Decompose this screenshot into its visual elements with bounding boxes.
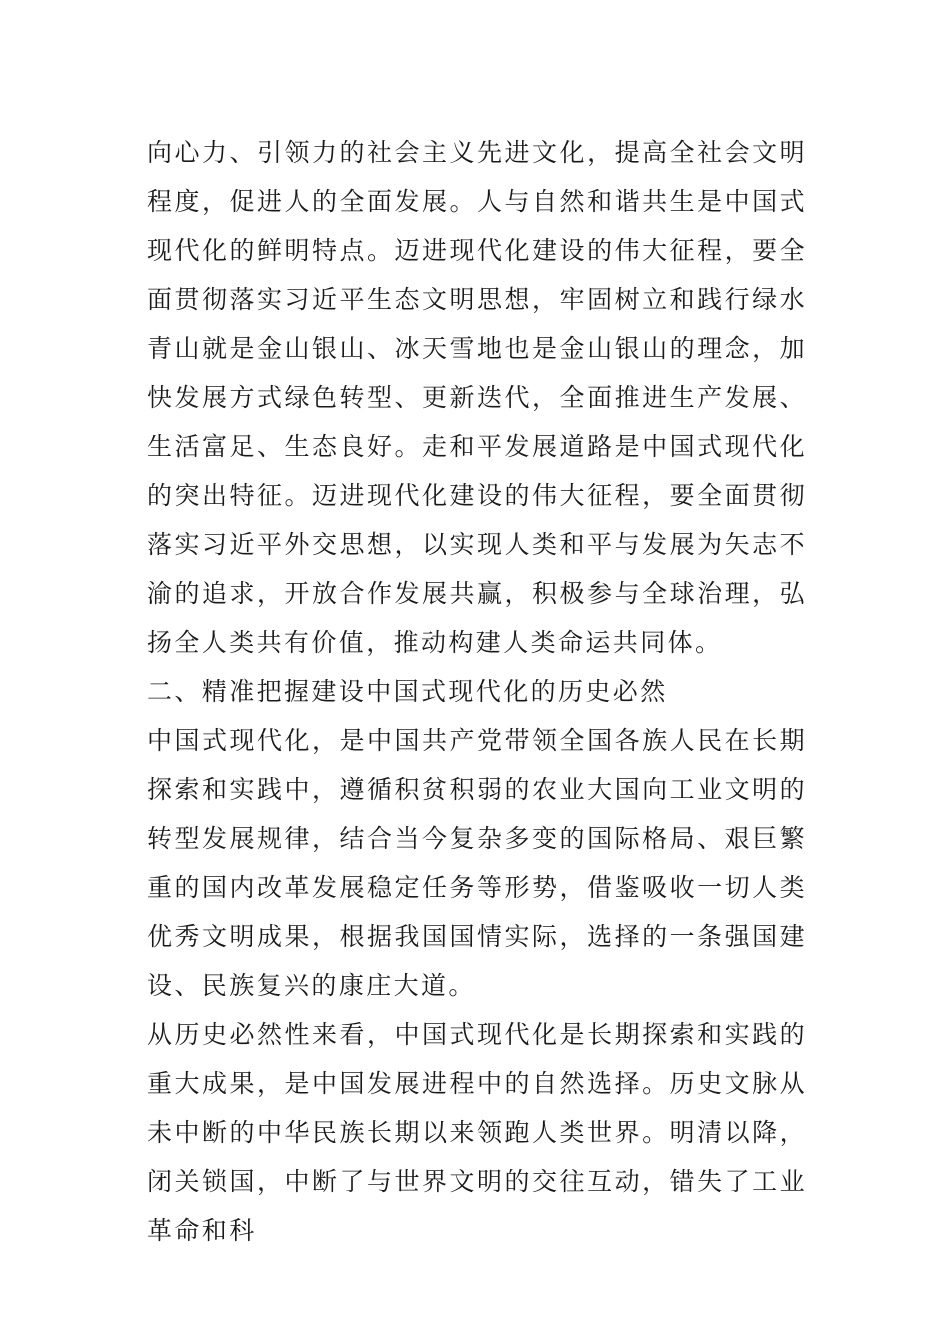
section-heading: 二、精准把握建设中国式现代化的历史必然 <box>147 677 668 706</box>
body-paragraph-section-intro: 中国式现代化，是中国共产党带领全国各族人民在长期探索和实践中，遵循积贫积弱的农业大国向工业文明的转型发展规律，结合当今复杂多变的国际格局、艰巨繁重的国内改革发展稳定任务等形势，借鉴吸收一切人类优秀文明成果，根据我国国情实际，选择的一条强国建设、民族复兴的康庄大道。 <box>147 726 807 1000</box>
document-body <box>147 128 807 1255</box>
body-paragraph-continued: 向心力、引领力的社会主义先进文化，提高全社会文明程度，促进人的全面发展。人与自然和谐共生是中国式现代化的鲜明特点。迈进现代化建设的伟大征程，要全面贯彻落实习近平生态文明思想，牢固树立和践行绿水青山就是金山银山、冰天雪地也是金山银山的理念，加快发展方式绿色转型、更新迭代，全面推进生产发展、生活富足、生态良好。走和平发展道路是中国式现代化的突出特征。迈进现代化建设的伟大征程，要全面贯彻落实习近平外交思想，以实现人类和平与发展为矢志不渝的追求，开放合作发展共赢，积极参与全球治理，弘扬全人类共有价值，推动构建人类命运共同体。 <box>147 138 807 657</box>
body-paragraph-history: 从历史必然性来看，中国式现代化是长期探索和实践的重大成果，是中国发展进程中的自然选择。历史文脉从未中断的中华民族长期以来领跑人类世界。明清以降，闭关锁国，中断了与世界文明的交往互动，错失了工业革命和科 <box>147 1020 807 1245</box>
